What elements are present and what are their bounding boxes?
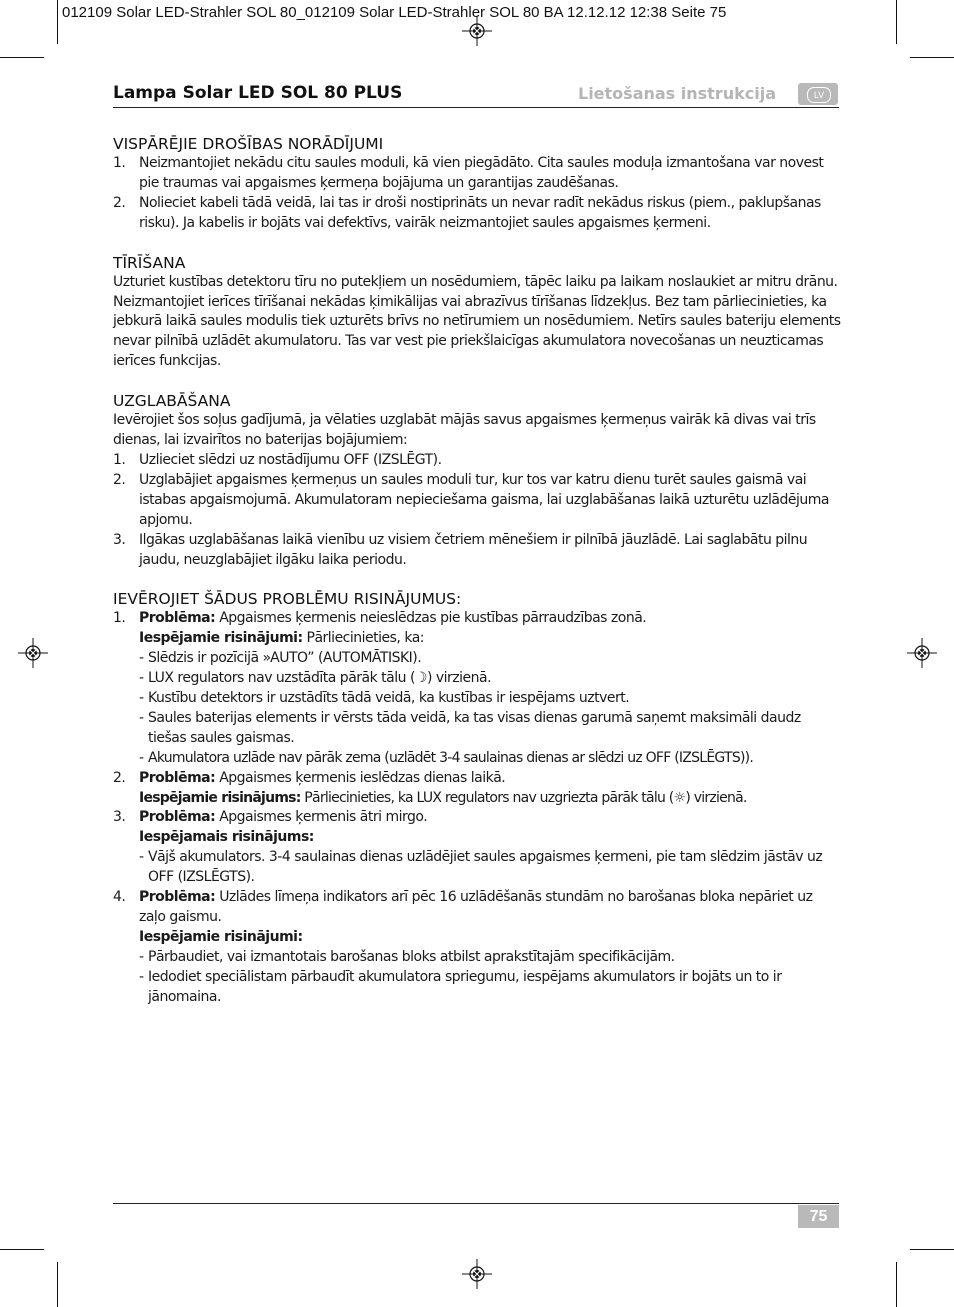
item-number: 1. (113, 610, 126, 627)
solutions-label: Iespējamie risinājumi: (139, 630, 303, 647)
crop-mark-top-left-h (0, 57, 44, 58)
page-number: 75 (798, 1205, 839, 1228)
list-item (113, 451, 841, 471)
section-storage (113, 391, 841, 570)
item-number: 3. (113, 809, 126, 826)
solution-bullet: - Iedodiet speciālistam pārbaudīt akumulatora spriegumu, iespējams akumulators ir bojāts un to ir jānomaina. (139, 968, 782, 1005)
crop-mark-top-right-h (910, 57, 954, 58)
section-safety (113, 134, 841, 234)
solutions-label: Iespējamie risinājumi: (139, 928, 303, 945)
list-item (113, 194, 841, 234)
item-text: Uzlieciet slēdzi uz nostādījumu OFF (IZSLĒGT). (139, 451, 442, 468)
registration-mark-icon (462, 16, 492, 46)
paragraph: Uzturiet kustības detektoru tīru no putekļiem un nosēdumiem, tāpēc laiku pa laikam noslaukiet ar mitru drānu. Neizmantojiet ierīces tīrīšanai nekādas ķimikālijas vai abrazīvus tīrīšanas līdzekļus. Bez tam pārliecinieties, ka jebkurā laikā saules modulis tiek uzturēts brīvs no netīrumiem un nosēdumiem. Netīrs saules bateriju elements nevar pilnībā uzlādēt akumulatoru. Tas var vest pie priekšlaicīgas akumulatora novecošanas un neuzticamas ierīces funkcijas. (113, 273, 841, 370)
solutions-intro: Pārliecinieties, ka: (306, 630, 424, 647)
solution-bullet: - Akumulatora uzlāde nav pārāk zema (uzlādēt 3-4 saulainas dienas ar slēdzi uz OFF (IZSLĒGTS)). (139, 749, 754, 766)
crop-mark-top-right-v (896, 0, 897, 44)
item-text: Nolieciet kabeli tādā veidā, lai tas ir droši nostiprināts un nevar radīt nekādus riskus (piem., paklupšanas risku). Ja kabelis ir bojāts vai defektīvs, vairāk neizmantojiet saules apgaismes ķermeni. (139, 194, 821, 231)
solution-bullet: - Saules baterijas elements ir vērsts tāda veidā, ka tas visas dienas garumā saņemt maksimāli daudz tiešas saules gaismas. (139, 709, 801, 746)
solution-bullet: - Pārbaudiet, vai izmantotais barošanas bloks atbilst aprakstītajām specifikācijām. (139, 948, 675, 965)
section-cleaning (113, 253, 841, 373)
problem-label: Problēma: (139, 769, 216, 786)
item-number: 2. (113, 194, 126, 211)
list-item (113, 154, 841, 194)
section-heading: TĪRĪŠANA (113, 253, 186, 272)
item-number: 2. (113, 471, 126, 488)
problem-list (113, 609, 841, 1007)
item-text: Ilgākas uzglabāšanas laikā vienību uz visiem četriem mēnešiem ir pilnībā jāuzlādē. Lai saglabātu pilnu jaudu, neuzglabājiet ilgāku laika periodu. (139, 531, 808, 568)
paragraph: Ievērojiet šos soļus gadījumā, ja vēlaties uzglabāt mājās savus apgaismes ķermeņus vairāk kā divas vai trīs dienas, lai izvairītos no baterijas bojājumiem: (113, 412, 816, 449)
problem-text: Uzlādes līmeņa indikators arī pēc 16 uzlādēšanās stundām no barošanas bloka nepāriet uz zaļo gaismu. (139, 889, 813, 925)
footer-divider (113, 1203, 839, 1204)
crop-mark-top-left-v (57, 0, 58, 44)
section-heading: VISPĀRĒJIE DROŠĪBAS NORĀDĪJUMI (113, 135, 384, 153)
solution-text: Pārliecinieties, ka LUX regulators nav uzgriezta pārāk tālu (☼) virzienā. (304, 789, 747, 806)
problem-item (113, 609, 841, 768)
solutions-label: Iespējamie risinājums: (139, 789, 301, 806)
solution-bullet: - Vājš akumulators. 3-4 saulainas dienas uzlādējiet saules apgaismes ķermeni, pie tam slēdzim jāstāv uz OFF (IZSLĒGTS). (139, 849, 823, 886)
item-number: 3. (113, 531, 126, 548)
crop-mark-bottom-left-h (0, 1249, 44, 1250)
list-item (113, 471, 841, 531)
item-number: 2. (113, 769, 126, 786)
registration-mark-icon (462, 1259, 492, 1289)
item-number: 1. (113, 451, 126, 468)
document-subtitle: Lietošanas instrukcija (578, 84, 776, 103)
problem-text: Apgaismes ķermenis ieslēdzas dienas laikā. (219, 769, 506, 786)
solution-bullet: - Slēdzis ir pozīcijā »AUTO” (AUTOMĀTISKI). (139, 650, 422, 667)
item-text: Uzglabājiet apgaismes ķermeņus un saules moduli tur, kur tos var katru dienu turēt saules gaismā vai istabas apgaismojumā. Akumulatoram nepieciešama gaisma, lai uzglabāšanas laikā uzturētu uzlādējuma apjomu. (139, 471, 829, 528)
solutions-label: Iespējamais risinājums: (139, 829, 314, 846)
problem-item (113, 888, 841, 1007)
problem-label: Problēma: (139, 889, 216, 906)
item-number: 1. (113, 155, 126, 171)
header-divider (113, 107, 839, 108)
crop-mark-bottom-right-h (910, 1249, 954, 1250)
language-badge (798, 83, 838, 105)
problem-item (113, 808, 841, 888)
problem-text: Apgaismes ķermenis neieslēdzas pie kustības pārraudzības zonā. (219, 610, 647, 627)
document-title: Lampa Solar LED SOL 80 PLUS (113, 83, 403, 103)
problem-label: Problēma: (139, 610, 216, 627)
registration-mark-icon (907, 638, 937, 668)
problem-label: Problēma: (139, 809, 216, 826)
crop-mark-bottom-left-v (57, 1262, 58, 1307)
problem-item (113, 769, 841, 809)
registration-mark-icon (18, 638, 48, 668)
section-troubleshooting (113, 589, 841, 1007)
numbered-list (113, 154, 841, 234)
solution-bullet: - LUX regulators nav uzstādīta pārāk tālu (☽) virzienā. (139, 670, 492, 687)
section-heading: UZGLABĀŠANA (113, 392, 231, 411)
problem-text: Apgaismes ķermenis ātri mirgo. (219, 809, 428, 826)
crop-mark-bottom-right-v (896, 1262, 897, 1307)
page-content (113, 134, 841, 1027)
item-text: Neizmantojiet nekādu citu saules moduli, kā vien piegādāto. Cita saules moduļa izmantošana var novest pie traumas vai apgaismes ķermeņa bojājuma un garantijas zaudēšanas. (139, 155, 824, 191)
list-item (113, 531, 841, 571)
language-code: LV (807, 87, 831, 103)
section-heading: IEVĒROJIET ŠĀDUS PROBLĒMU RISINĀJUMUS: (113, 590, 462, 609)
item-number: 4. (113, 889, 126, 906)
numbered-list (113, 451, 841, 570)
print-slug-line: 012109 Solar LED-Strahler SOL 80_012109 Solar LED-Strahler SOL 80 BA 12.12.12 12:38 Seite 75 (62, 4, 727, 21)
solution-bullet: - Kustību detektors ir uzstādīts tādā veidā, ka kustības ir iespējams uztvert. (139, 690, 630, 707)
